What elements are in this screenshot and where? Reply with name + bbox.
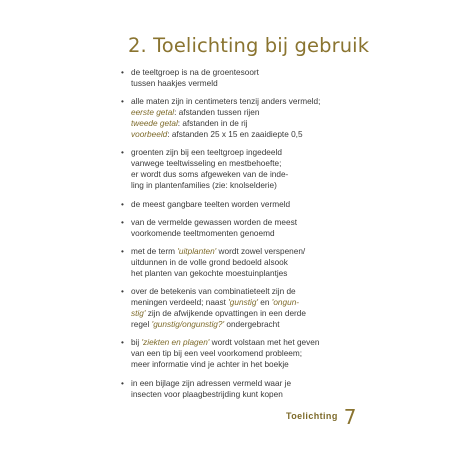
list-item-line <box>131 96 351 107</box>
bullet-icon: • <box>121 97 124 107</box>
text-run: van een tip bij een veel voorkomend probleem; <box>131 349 303 359</box>
list-item-line <box>131 268 351 279</box>
text-run: : afstanden tussen rijen <box>174 108 260 118</box>
text-run: tussen haakjes vermeld <box>131 79 218 88</box>
list-item-line <box>131 337 351 348</box>
list-item <box>121 217 351 239</box>
bullet-icon: • <box>121 287 124 297</box>
list-item-line <box>131 147 351 158</box>
bullet-icon: • <box>121 338 124 348</box>
text-run: wordt volstaan met het geven <box>209 338 320 348</box>
text-run: er wordt dus soms afgeweken van de inde- <box>131 170 289 180</box>
text-run: het planten van gekochte moestuinplantjes <box>131 268 288 278</box>
list-item-line <box>131 319 351 330</box>
list-item <box>121 147 351 191</box>
list-item-line <box>131 118 351 129</box>
text-run: bij <box>131 338 142 348</box>
list-item <box>121 67 351 89</box>
highlighted-term: stig' <box>131 309 146 319</box>
text-run: groenten zijn bij een teeltgroep ingedeeld <box>131 148 282 158</box>
text-run: zijn de afwijkende opvattingen in een derde <box>145 309 306 319</box>
text-run: en <box>258 298 272 308</box>
text-run: ondergebracht <box>224 320 280 330</box>
bullet-icon: • <box>121 378 124 388</box>
page-number: 7 <box>343 405 357 429</box>
text-run: ling in plantenfamilies (zie: knolselderie) <box>131 181 277 191</box>
list-item <box>121 378 351 400</box>
text-run: vanwege teeltwisseling en mestbehoefte; <box>131 159 282 169</box>
bullet-icon: • <box>121 68 124 77</box>
list-item-line <box>131 228 351 239</box>
list-item <box>121 286 351 330</box>
text-run: met de term <box>131 246 178 256</box>
list-item-line <box>131 180 351 191</box>
page-footer <box>286 400 357 429</box>
highlighted-term: 'gunstig' <box>228 298 258 308</box>
list-item-line <box>131 107 351 118</box>
list-item-line <box>131 129 351 140</box>
highlighted-term: 'ziekten en plagen' <box>141 338 210 348</box>
list-item-line <box>131 378 351 389</box>
list-item-line <box>131 169 351 180</box>
list-item-line <box>131 286 351 297</box>
bullet-icon: • <box>121 246 124 256</box>
list-item <box>121 246 351 279</box>
list-item-line <box>131 257 351 268</box>
text-run: de meest gangbare teelten worden vermeld <box>131 199 291 209</box>
list-item-line <box>131 67 351 78</box>
list-item-line <box>131 389 351 400</box>
list-item-line <box>131 217 351 228</box>
list-item-line <box>131 359 351 370</box>
highlighted-term: eerste getal <box>131 108 175 118</box>
text-run: over de betekenis van combinatieteelt zijn de <box>131 287 296 297</box>
text-run: meningen verdeeld; naast <box>131 298 229 308</box>
highlighted-term: tweede getal <box>131 119 178 129</box>
text-run: : afstanden in de rij <box>177 119 248 129</box>
list-item-line <box>131 308 351 319</box>
highlighted-term: 'uitplanten' <box>177 246 217 256</box>
text-run: meer informatie vind je achter in het boekje <box>131 360 289 370</box>
text-run: de teeltgroep is na de groentesoort <box>131 68 259 77</box>
list-item-line <box>131 297 351 308</box>
list-item <box>121 96 351 140</box>
text-run: wordt zowel verspenen/ <box>216 246 306 256</box>
list-item-line <box>131 158 351 169</box>
text-run: : afstanden 25 x 15 en zaaidiepte 0,5 <box>167 130 303 140</box>
highlighted-term: 'ongun- <box>271 298 300 308</box>
bullet-icon: • <box>121 217 124 227</box>
bullet-icon: • <box>121 148 124 158</box>
text-run: van de vermelde gewassen worden de meest <box>131 217 298 227</box>
list-item <box>121 199 351 210</box>
list-item-line <box>131 78 351 89</box>
bullet-icon: • <box>121 199 124 209</box>
footer-section-label: Toelichting <box>286 411 338 421</box>
list-item-line <box>131 348 351 359</box>
text-run: regel <box>131 320 152 330</box>
text-run: alle maten zijn in centimeters tenzij anders vermeld; <box>131 97 321 107</box>
list-item-line <box>131 246 351 257</box>
list-item <box>121 337 351 370</box>
text-run: voorkomende teeltmomenten genoemd <box>131 228 275 238</box>
highlighted-term: 'gunstig/ongunstig?' <box>151 320 225 330</box>
highlighted-term: voorbeeld <box>131 130 168 140</box>
bullet-list <box>121 67 351 407</box>
text-run: insecten voor plaagbestrijding kunt kopen <box>131 389 283 399</box>
text-run: uitdunnen in de volle grond bedoeld alsook <box>131 257 288 267</box>
list-item-line <box>131 199 351 210</box>
text-run: in een bijlage zijn adressen vermeld waar je <box>131 378 292 388</box>
page-title: 2. Toelichting bij gebruik <box>128 34 370 57</box>
